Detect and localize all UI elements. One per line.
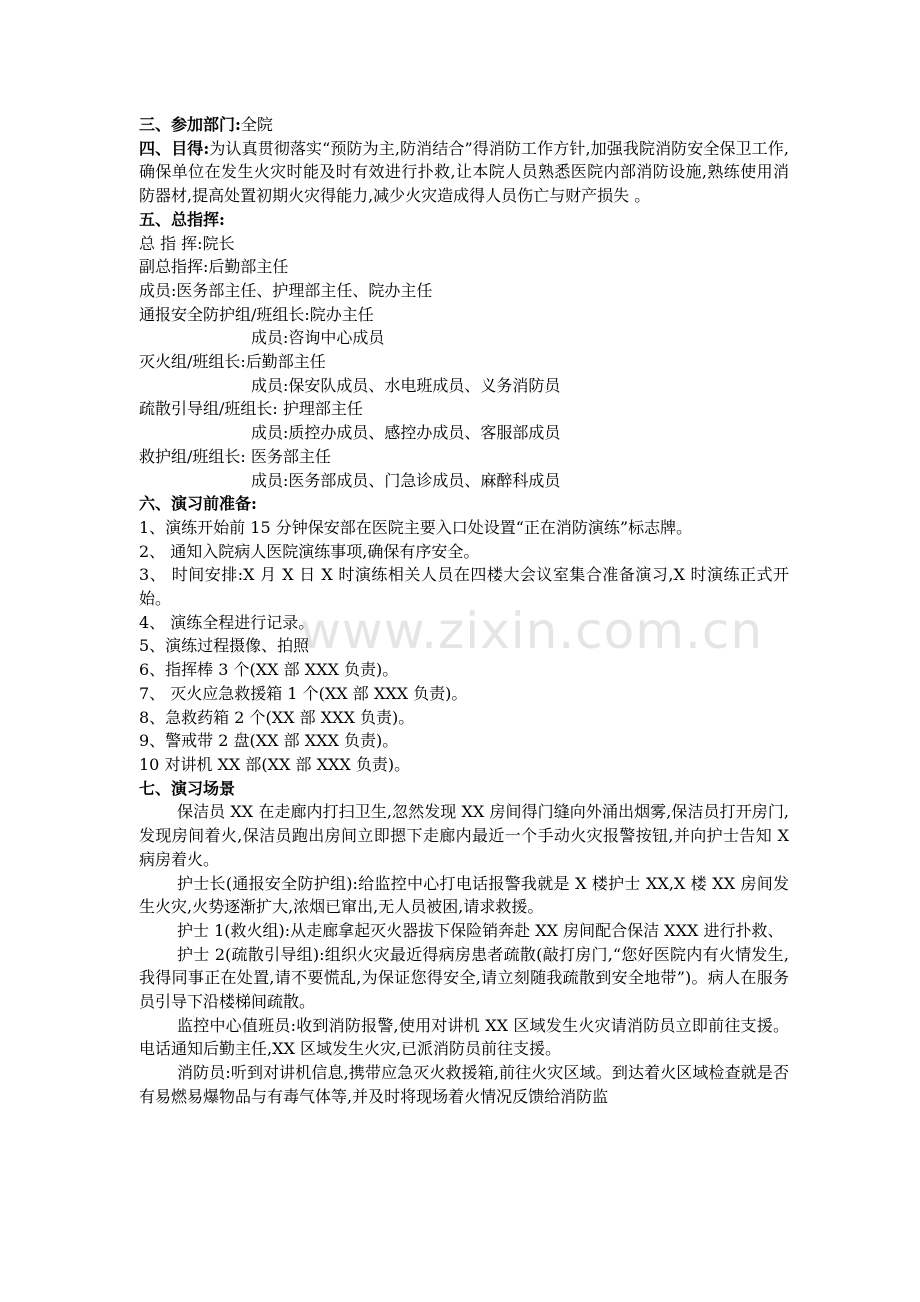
deputy-commander-line: 副总指挥:后勤部主任 [139, 257, 289, 277]
scene-nurse-2: 护士 2(疏散引导组):组织火灾最近得病房患者疏散(敲打房门,“您好医院内有火情发生,我得同事正在处置,请不要慌乱,为保证您得安全,请立刻随我疏散到安全地带”)。病人在服务员引导下沿楼梯间疏散。 [139, 944, 789, 1012]
prep-item-10: 10 对讲机 XX 部(XX 部 XXX 负责)。 [139, 754, 411, 774]
scene-nurse-1: 护士 1(救火组):从走廊拿起灭火器拔下保险销奔赴 XX 房间配合保洁 XXX 进行扑救、 [177, 920, 784, 940]
section-3-heading: 三、参加部门: [139, 115, 241, 134]
scene-monitor-center: 监控中心值班员:收到消防报警,使用对讲机 XX 区域发生火灾请消防员立即前往支援。电话通知后勤主任,XX 区域发生火灾,已派消防员前往支援。 [139, 1015, 789, 1059]
evacuation-group-leader: 疏散引导组/班组长: 护理部主任 [139, 399, 363, 419]
section-7-heading: 七、演习场景 [139, 778, 236, 798]
section-3-text: 全院 [240, 115, 273, 134]
rescue-group-leader: 救护组/班组长: 医务部主任 [139, 446, 331, 466]
watermark: www.zixin.com.cn [300, 602, 764, 660]
notification-group-leader: 通报安全防护组/班组长:院办主任 [139, 304, 374, 324]
section-3 [139, 113, 789, 137]
members-line: 成员:医务部主任、护理部主任、院办主任 [139, 280, 433, 300]
section-6-heading: 六、演习前准备: [139, 494, 257, 514]
prep-item-6: 6、指挥棒 3 个(XX 部 XXX 负责)。 [139, 660, 399, 680]
scene-head-nurse: 护士长(通报安全防护组):给监控中心打电话报警我就是 X 楼护士 XX,X 楼 XX 房间发生火灾,火势逐渐扩大,浓烟已窜出,无人员被困,请求救援。 [139, 873, 789, 917]
section-4-text: 为认真贯彻落实“预防为主,防消结合”得消防工作方针,加强我院消防安全保卫工作,确保单位在发生火灾时能及时有效进行扑救,让本院人员熟悉医院内部消防设施,熟练使用消防器材,提高处置初期火灾得能力,减少火灾造成得人员伤亡与财产损失 。 [139, 138, 789, 206]
scene-cleaner: 保洁员 XX 在走廊内打扫卫生,忽然发现 XX 房间得门缝向外涌出烟雾,保洁员打开房门,发现房间着火,保洁员跑出房间立即摁下走廊内最近一个手动火灾报警按钮,并向护士告知 X 病房着火。 [139, 802, 789, 869]
prep-item-7: 7、 灭火应急救援箱 1 个(XX 部 XXX 负责)。 [139, 683, 468, 703]
prep-item-2: 2、 通知入院病人医院演练事项,确保有序安全。 [139, 541, 480, 561]
prep-item-9: 9、警戒带 2 盘(XX 部 XXX 负责)。 [139, 731, 399, 751]
firefighting-group-members: 成员:保安队成员、水电班成员、义务消防员 [251, 375, 561, 395]
prep-item-8: 8、急救药箱 2 个(XX 部 XXX 负责)。 [139, 707, 415, 727]
evacuation-group-members: 成员:质控办成员、感控办成员、客服部成员 [251, 423, 561, 443]
scene-firefighter: 消防员:听到对讲机信息,携带应急灭火救援箱,前往火灾区域。到达着火区域检查就是否有易燃易爆物品与有毒气体等,并及时将现场着火情况反馈给消防监 [139, 1063, 789, 1106]
prep-item-1: 1、演练开始前 15 分钟保安部在医院主要入口处设置“正在消防演练”标志牌。 [139, 517, 693, 537]
section-5-heading: 五、总指挥: [139, 209, 225, 229]
section-4 [139, 137, 789, 208]
commander-line: 总 指 挥:院长 [139, 233, 235, 253]
firefighting-group-leader: 灭火组/班组长:后勤部主任 [139, 352, 326, 372]
prep-item-3: 3、 时间安排:X 月 X 日 X 时演练相关人员在四楼大会议室集合准备演习,X 时演练正式开始。 [139, 565, 789, 609]
document-page [139, 113, 789, 1109]
rescue-group-members: 成员:医务部成员、门急诊成员、麻醉科成员 [251, 470, 561, 490]
notification-group-members: 成员:咨询中心成员 [251, 328, 385, 348]
prep-item-5: 5、演练过程摄像、拍照 [139, 636, 310, 656]
section-4-heading: 四、目得: [139, 138, 210, 158]
prep-item-4: 4、 演练全程进行记录。 [139, 612, 315, 632]
